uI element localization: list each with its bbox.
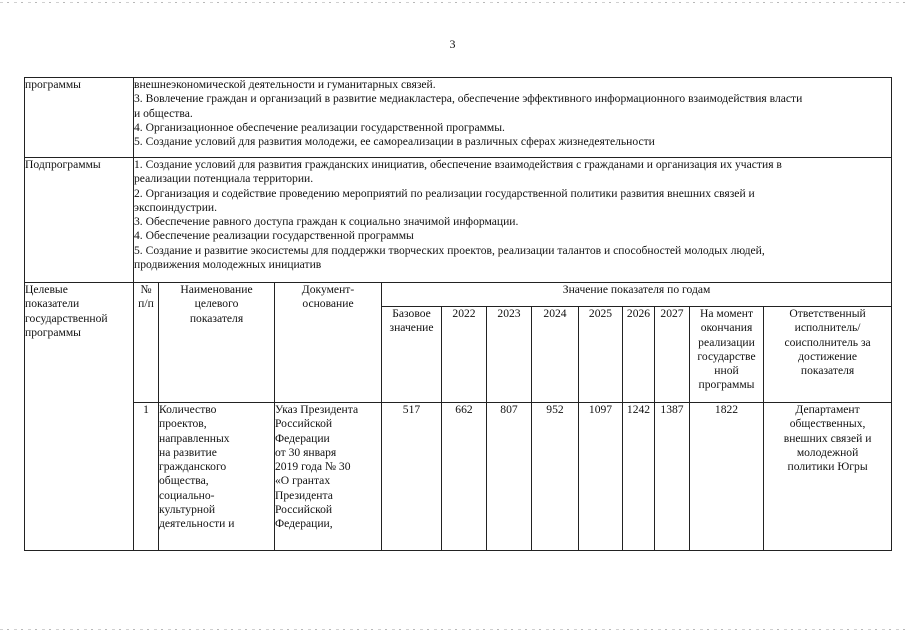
indicator-name-line: на развитие	[159, 445, 217, 459]
indicator-doc-line: Указ Президента	[275, 403, 359, 416]
indicator-doc-line: 2019 года № 30	[275, 460, 351, 474]
col-header-year: 2027	[655, 307, 690, 403]
scan-artifact-top	[0, 2, 905, 3]
subprogram-line: реализации потенциала территории.	[134, 172, 314, 186]
indicator-year-value: 1242	[623, 403, 655, 551]
goals-row-content	[134, 78, 892, 158]
col-header-num	[134, 283, 159, 403]
responsible-line: внешних связей и	[783, 431, 872, 445]
header-line: №	[140, 283, 152, 296]
subprogram-line: 4. Обеспечение реализации государственной программы	[134, 229, 414, 243]
col-header-end-value	[690, 307, 764, 403]
subprogram-line: 3. Обеспечение равного доступа граждан к социально значимой информации.	[134, 215, 519, 229]
subprogram-line: экспоиндустрии.	[134, 200, 218, 214]
header-line: программы	[698, 378, 755, 392]
indicators-label-line: программы	[25, 325, 81, 339]
indicators-label	[25, 283, 134, 551]
subprogram-line: продвижения молодежных инициатив	[134, 258, 322, 272]
indicators-header-row-1	[25, 283, 892, 307]
responsible-line: общественных,	[789, 417, 866, 431]
indicator-end-value: 1822	[690, 403, 764, 551]
indicator-row	[25, 403, 892, 551]
scan-artifact-bottom	[0, 629, 905, 630]
col-header-document	[275, 283, 382, 403]
goals-line: внешнеэкономической деятельности и гуманитарных связей.	[134, 78, 436, 91]
indicator-year-value: 807	[487, 403, 532, 551]
indicator-doc-line: Федерации,	[275, 517, 333, 531]
indicator-name-line: проектов,	[159, 417, 207, 431]
subprogram-line: 5. Создание и развитие экосистемы для поддержки творческих проектов, реализации талантов и способностей молодых людей,	[134, 243, 765, 257]
subprogram-line: 2. Организация и содействие проведению мероприятий по реализации государственной политики развития внешних связей и	[134, 186, 755, 200]
goals-row-label: программы	[25, 78, 134, 158]
header-line: реализации	[698, 335, 755, 349]
subprograms-label: Подпрограммы	[25, 158, 134, 283]
indicator-base-value: 517	[382, 403, 442, 551]
goals-line: и общества.	[134, 106, 193, 120]
responsible-line: молодежной	[796, 445, 859, 459]
header-line: целевого	[194, 297, 239, 311]
header-line: На момент	[699, 307, 754, 320]
col-header-responsible	[764, 307, 892, 403]
indicator-doc-line: «О грантах	[275, 474, 331, 488]
indicator-name-line: Количество	[159, 403, 217, 416]
responsible-line: Департамент	[795, 403, 860, 416]
header-line: достижение	[798, 349, 858, 363]
goals-row	[25, 78, 892, 158]
header-line: нной	[714, 364, 739, 378]
header-line: показателя	[800, 364, 855, 378]
indicator-responsible	[764, 403, 892, 551]
goals-line: 3. Вовлечение граждан и организаций в развитие медиакластера, обеспечение эффективного информационного взаимодействия власти	[134, 92, 803, 106]
indicator-name-line: гражданского	[159, 460, 227, 474]
indicators-label-line: Целевые	[25, 283, 68, 296]
header-line: соисполнитель за	[784, 335, 871, 349]
col-header-year: 2024	[532, 307, 579, 403]
header-line: Наименование	[180, 283, 253, 296]
goals-line: 5. Создание условий для развития молодежи, ее самореализации в различных сферах жизнедеятельности	[134, 135, 655, 149]
indicator-num: 1	[134, 403, 159, 551]
header-line: п/п	[138, 297, 154, 311]
header-line: значение	[389, 321, 434, 335]
col-header-year: 2022	[442, 307, 487, 403]
indicator-doc-line: Российской	[275, 417, 333, 431]
indicator-year-value: 662	[442, 403, 487, 551]
header-line: Ответственный	[789, 307, 866, 320]
subprograms-content	[134, 158, 892, 283]
header-line: Документ-	[301, 283, 355, 296]
values-group-header: Значение показателя по годам	[382, 283, 892, 307]
indicator-name-line: культурной	[159, 503, 216, 517]
header-line: окончания	[700, 321, 753, 335]
col-header-year: 2023	[487, 307, 532, 403]
header-line: исполнитель/	[794, 321, 861, 335]
indicator-name-line: направленных	[159, 431, 230, 445]
indicator-document	[275, 403, 382, 551]
indicator-year-value: 1097	[579, 403, 623, 551]
indicator-doc-line: Президента	[275, 488, 333, 502]
indicator-name	[159, 403, 275, 551]
indicator-year-value: 1387	[655, 403, 690, 551]
col-header-name	[159, 283, 275, 403]
col-header-year: 2026	[623, 307, 655, 403]
indicator-year-value: 952	[532, 403, 579, 551]
indicator-doc-line: Федерации	[275, 431, 330, 445]
header-line: государстве	[697, 349, 756, 363]
indicators-label-line: показатели	[25, 297, 80, 311]
indicator-name-line: общества,	[159, 474, 209, 488]
subprograms-row	[25, 158, 892, 283]
col-header-year: 2025	[579, 307, 623, 403]
passport-table	[24, 77, 892, 551]
subprogram-line: 1. Создание условий для развития гражданских инициатив, обеспечение взаимодействия с гражданами и организация их участия в	[134, 158, 782, 171]
header-line: показателя	[189, 311, 244, 325]
header-line: Базовое	[392, 307, 431, 320]
responsible-line: политики Югры	[787, 460, 868, 474]
goals-line: 4. Организационное обеспечение реализации государственной программы.	[134, 120, 505, 134]
indicator-doc-line: Российской	[275, 503, 333, 517]
header-line: основание	[302, 297, 354, 311]
indicator-doc-line: от 30 января	[275, 445, 337, 459]
indicator-name-line: деятельности и	[159, 517, 235, 531]
col-header-base	[382, 307, 442, 403]
page-number: 3	[449, 37, 456, 51]
indicators-label-line: государственной	[25, 311, 108, 325]
indicator-name-line: социально-	[159, 488, 215, 502]
